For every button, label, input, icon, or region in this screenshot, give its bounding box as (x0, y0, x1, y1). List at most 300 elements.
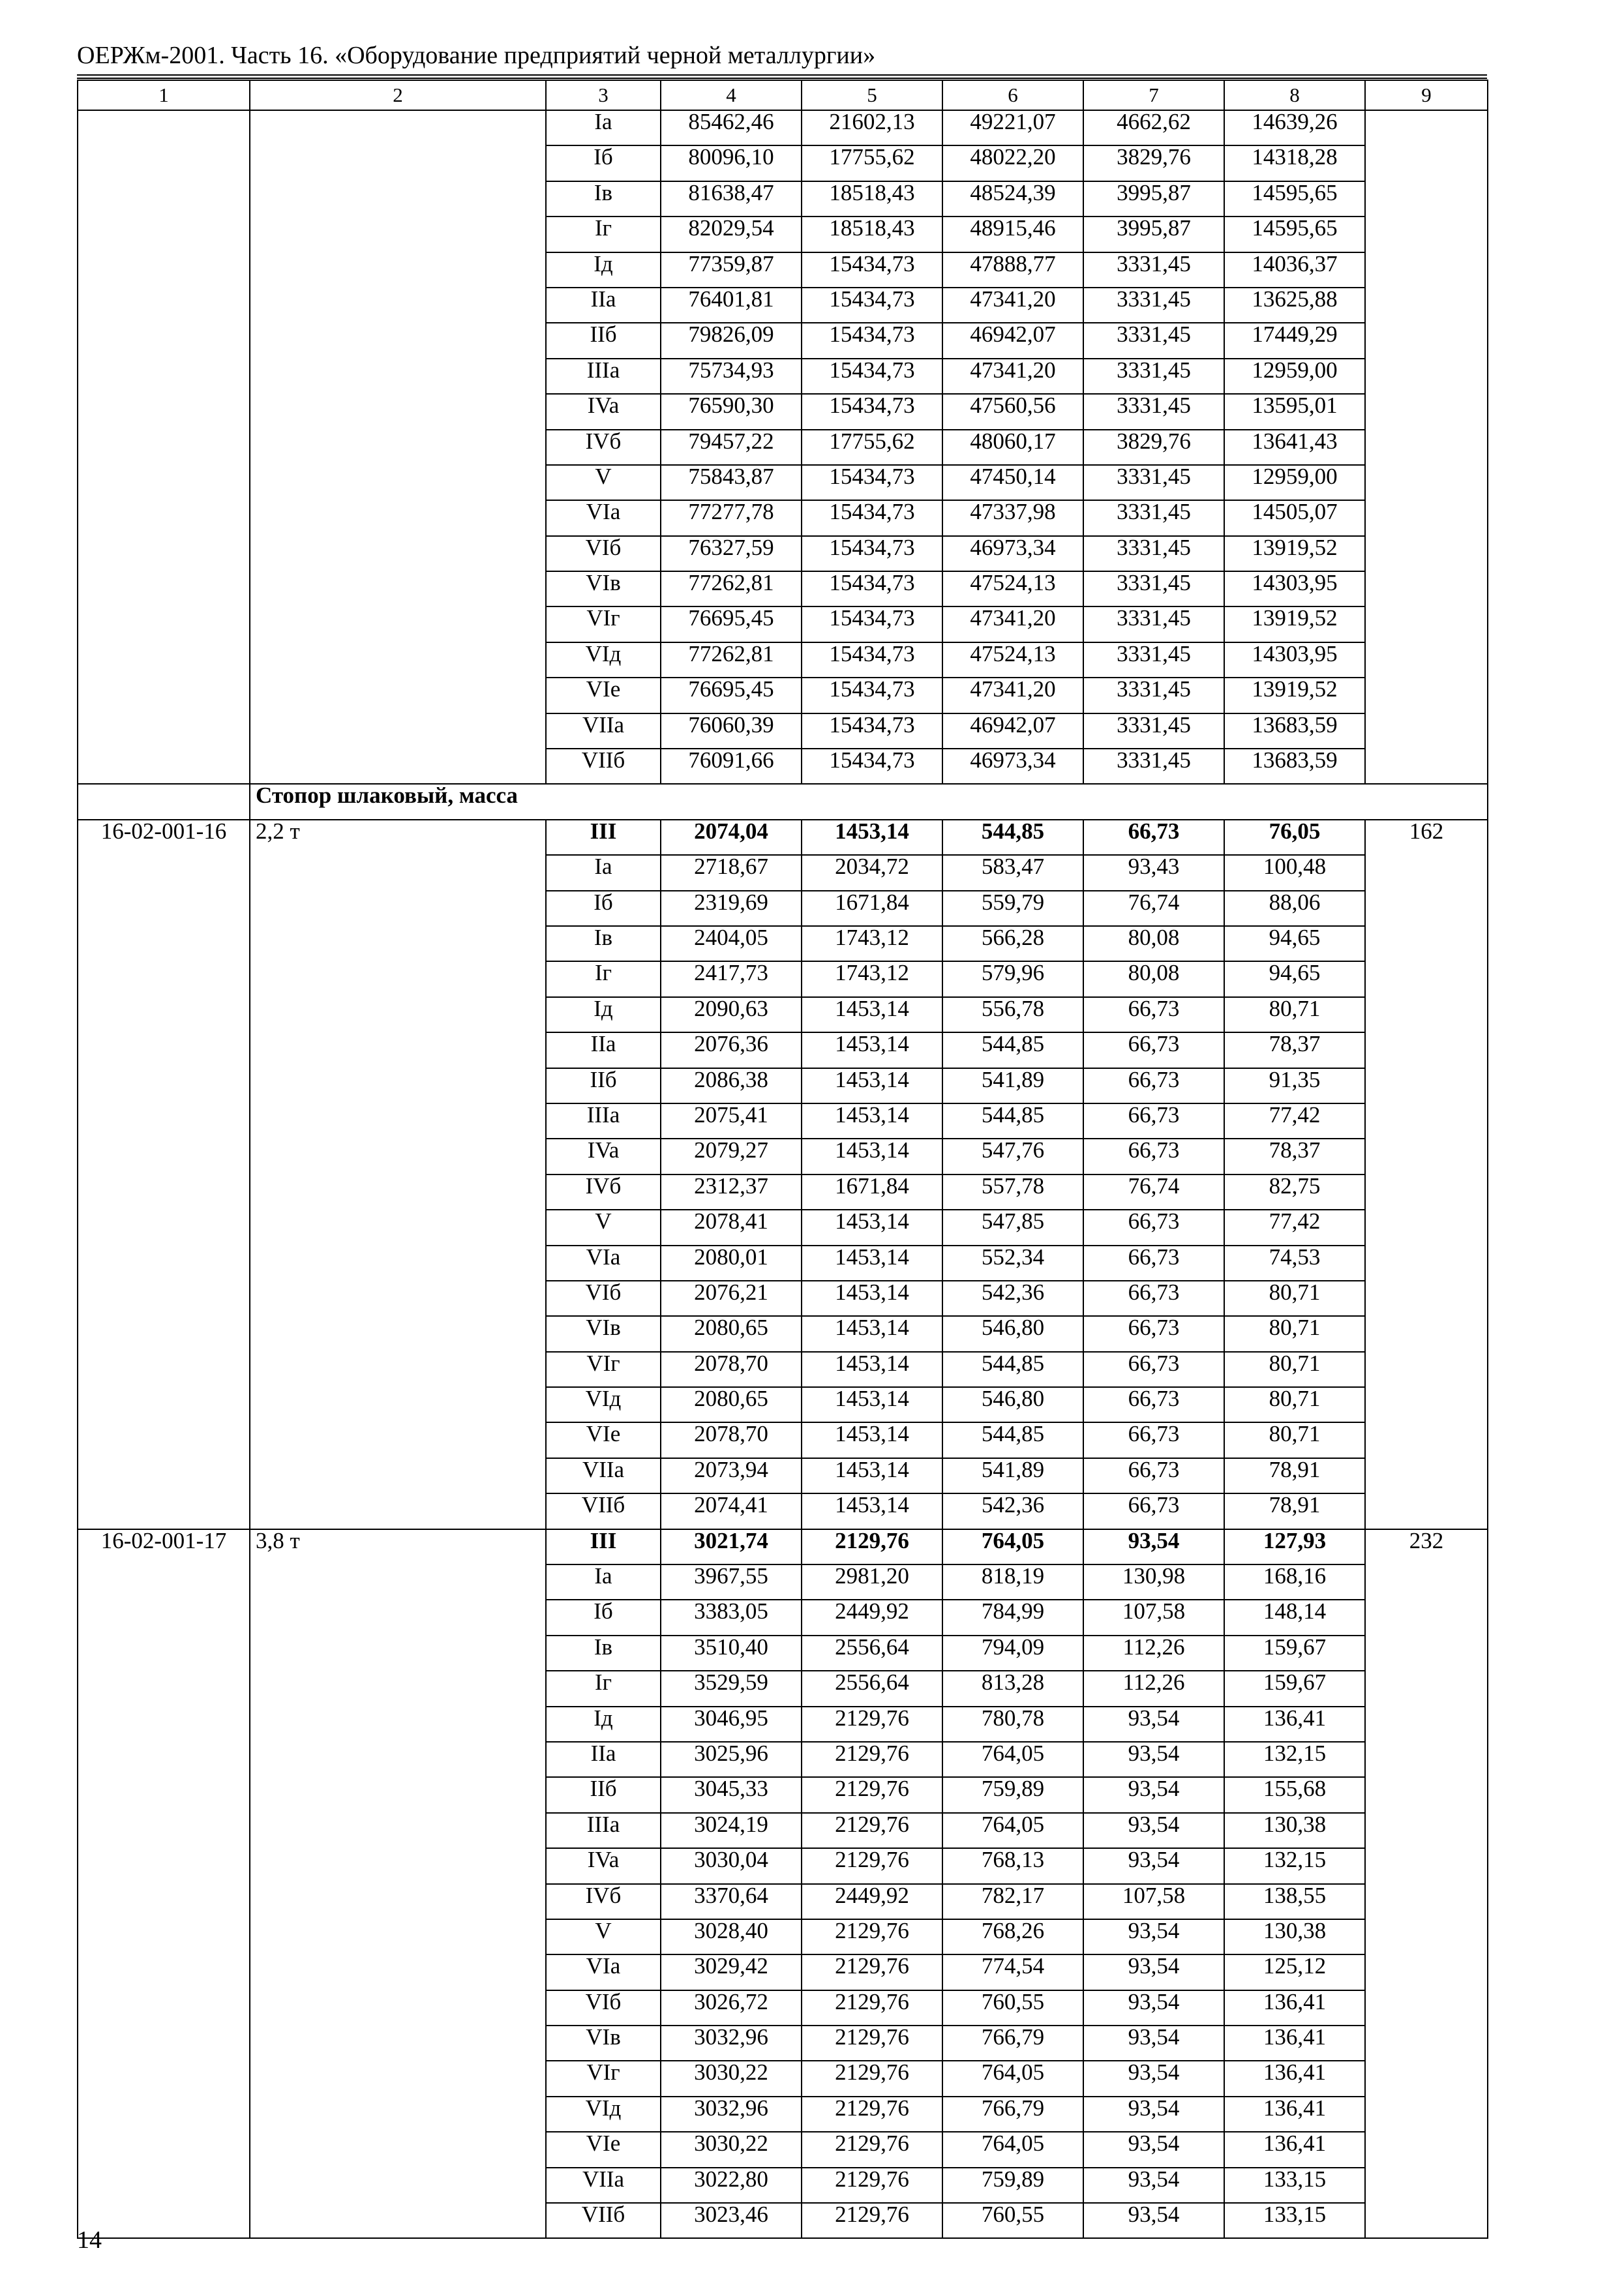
materials-cell: 130,38 (1224, 1919, 1365, 1954)
region-cell: VIa (546, 1954, 661, 1990)
region-cell: VIIa (546, 1458, 661, 1493)
machines-cell: 541,89 (942, 1458, 1083, 1493)
direct-cost-cell: 80096,10 (661, 145, 802, 181)
operator-wages-cell: 93,54 (1083, 2132, 1224, 2167)
region-cell: VIг (546, 606, 661, 642)
operator-wages-cell: 3829,76 (1083, 145, 1224, 181)
wages-cell: 21602,13 (802, 110, 942, 145)
region-cell: V (546, 1210, 661, 1245)
direct-cost-cell: 2080,65 (661, 1387, 802, 1422)
materials-cell: 80,71 (1224, 1352, 1365, 1387)
machines-cell: 760,55 (942, 2203, 1083, 2238)
wages-cell: 1743,12 (802, 961, 942, 996)
direct-cost-cell: 2074,41 (661, 1493, 802, 1529)
direct-cost-cell: 3045,33 (661, 1777, 802, 1812)
operator-wages-cell: 3331,45 (1083, 500, 1224, 535)
direct-cost-cell: 3030,04 (661, 1848, 802, 1883)
direct-cost-cell: 3030,22 (661, 2061, 802, 2096)
direct-cost-cell: 3032,96 (661, 2097, 802, 2132)
wages-cell: 1453,14 (802, 1387, 942, 1422)
materials-cell: 13683,59 (1224, 749, 1365, 784)
materials-cell: 14036,37 (1224, 252, 1365, 288)
region-cell: VIб (546, 1990, 661, 2026)
machines-cell: 541,89 (942, 1068, 1083, 1103)
direct-cost-cell: 2404,05 (661, 926, 802, 961)
operator-wages-cell: 3995,87 (1083, 217, 1224, 252)
item-weight: 162 (1365, 820, 1488, 1529)
machines-cell: 764,05 (942, 2132, 1083, 2167)
wages-cell: 2129,76 (802, 1742, 942, 1777)
direct-cost-cell: 79457,22 (661, 430, 802, 465)
wages-cell: 15434,73 (802, 571, 942, 606)
wages-cell: 1453,14 (802, 1281, 942, 1316)
direct-cost-cell: 3383,05 (661, 1600, 802, 1635)
table-row (78, 1529, 1488, 1564)
wages-cell: 15434,73 (802, 678, 942, 713)
wages-cell: 2129,76 (802, 1707, 942, 1742)
direct-cost-cell: 3030,22 (661, 2132, 802, 2167)
region-cell: IVa (546, 1139, 661, 1174)
section-title-row (78, 784, 1488, 819)
region-cell: V (546, 1919, 661, 1954)
direct-cost-cell: 2086,38 (661, 1068, 802, 1103)
machines-cell: 47524,13 (942, 571, 1083, 606)
machines-cell: 46942,07 (942, 713, 1083, 749)
materials-cell: 14595,65 (1224, 217, 1365, 252)
region-cell: IIб (546, 1068, 661, 1103)
materials-cell: 13641,43 (1224, 430, 1365, 465)
operator-wages-cell: 3331,45 (1083, 678, 1224, 713)
materials-cell: 82,75 (1224, 1174, 1365, 1210)
machines-cell: 784,99 (942, 1600, 1083, 1635)
materials-cell: 94,65 (1224, 926, 1365, 961)
section-title: Стопор шлаковый, масса (250, 784, 1488, 819)
region-cell: Ia (546, 1564, 661, 1600)
operator-wages-cell: 112,26 (1083, 1636, 1224, 1671)
column-number: 9 (1365, 80, 1488, 110)
operator-wages-cell: 66,73 (1083, 997, 1224, 1032)
machines-cell: 780,78 (942, 1707, 1083, 1742)
machines-cell: 546,80 (942, 1387, 1083, 1422)
region-cell: VIг (546, 2061, 661, 2096)
column-number: 6 (942, 80, 1083, 110)
materials-cell: 80,71 (1224, 997, 1365, 1032)
operator-wages-cell: 93,54 (1083, 1742, 1224, 1777)
operator-wages-cell: 66,73 (1083, 1458, 1224, 1493)
machines-cell: 544,85 (942, 1032, 1083, 1068)
machines-cell: 542,36 (942, 1281, 1083, 1316)
operator-wages-cell: 93,54 (1083, 2097, 1224, 2132)
operator-wages-cell: 66,73 (1083, 1387, 1224, 1422)
machines-cell: 764,05 (942, 1742, 1083, 1777)
region-cell: Iд (546, 997, 661, 1032)
materials-cell: 127,93 (1224, 1529, 1365, 1564)
materials-cell: 80,71 (1224, 1281, 1365, 1316)
direct-cost-cell: 79826,09 (661, 323, 802, 358)
direct-cost-cell: 75843,87 (661, 465, 802, 500)
region-cell: Iв (546, 1636, 661, 1671)
region-cell: IIб (546, 1777, 661, 1812)
operator-wages-cell: 80,08 (1083, 926, 1224, 961)
direct-cost-cell: 3028,40 (661, 1919, 802, 1954)
direct-cost-cell: 85462,46 (661, 110, 802, 145)
document-header: ОЕРЖм-2001. Часть 16. «Оборудование предприятий черной металлургии» (77, 42, 876, 69)
column-number: 8 (1224, 80, 1365, 110)
machines-cell: 764,05 (942, 1813, 1083, 1848)
materials-cell: 13919,52 (1224, 678, 1365, 713)
item-name: 2,2 т (250, 820, 546, 1529)
operator-wages-cell: 3331,45 (1083, 536, 1224, 571)
materials-cell: 132,15 (1224, 1742, 1365, 1777)
header-rule (77, 74, 1487, 79)
machines-cell: 764,05 (942, 2061, 1083, 2096)
machines-cell: 544,85 (942, 820, 1083, 855)
direct-cost-cell: 2076,21 (661, 1281, 802, 1316)
machines-cell: 774,54 (942, 1954, 1083, 1990)
materials-cell: 136,41 (1224, 1990, 1365, 2026)
operator-wages-cell: 3331,45 (1083, 323, 1224, 358)
machines-cell: 768,13 (942, 1848, 1083, 1883)
machines-cell: 556,78 (942, 997, 1083, 1032)
materials-cell: 133,15 (1224, 2203, 1365, 2238)
operator-wages-cell: 66,73 (1083, 1068, 1224, 1103)
wages-cell: 17755,62 (802, 145, 942, 181)
materials-cell: 80,71 (1224, 1316, 1365, 1351)
region-cell: V (546, 465, 661, 500)
operator-wages-cell: 112,26 (1083, 1671, 1224, 1706)
wages-cell: 1453,14 (802, 1103, 942, 1139)
wages-cell: 2129,76 (802, 2026, 942, 2061)
machines-cell: 579,96 (942, 961, 1083, 996)
operator-wages-cell: 93,54 (1083, 1813, 1224, 1848)
wages-cell: 15434,73 (802, 288, 942, 323)
column-number: 1 (78, 80, 250, 110)
machines-cell: 759,89 (942, 2168, 1083, 2203)
region-cell: VIг (546, 1352, 661, 1387)
materials-cell: 13919,52 (1224, 606, 1365, 642)
wages-cell: 1453,14 (802, 1246, 942, 1281)
region-cell: VIIб (546, 1493, 661, 1529)
wages-cell: 2556,64 (802, 1636, 942, 1671)
machines-cell: 547,85 (942, 1210, 1083, 1245)
direct-cost-cell: 2075,41 (661, 1103, 802, 1139)
direct-cost-cell: 2078,41 (661, 1210, 802, 1245)
table-body (78, 80, 1488, 2238)
table-row (78, 820, 1488, 855)
direct-cost-cell: 76695,45 (661, 678, 802, 713)
operator-wages-cell: 130,98 (1083, 1564, 1224, 1600)
wages-cell: 1671,84 (802, 891, 942, 926)
direct-cost-cell: 3021,74 (661, 1529, 802, 1564)
materials-cell: 76,05 (1224, 820, 1365, 855)
direct-cost-cell: 2417,73 (661, 961, 802, 996)
materials-cell: 133,15 (1224, 2168, 1365, 2203)
region-cell: VIe (546, 1422, 661, 1458)
operator-wages-cell: 93,54 (1083, 1990, 1224, 2026)
materials-cell: 100,48 (1224, 855, 1365, 890)
operator-wages-cell: 3331,45 (1083, 642, 1224, 678)
code-cell-empty (78, 110, 250, 784)
wages-cell: 2129,76 (802, 2203, 942, 2238)
region-cell: VIIб (546, 2203, 661, 2238)
operator-wages-cell: 66,73 (1083, 1352, 1224, 1387)
operator-wages-cell: 93,54 (1083, 1777, 1224, 1812)
direct-cost-cell: 3024,19 (661, 1813, 802, 1848)
region-cell: Iд (546, 252, 661, 288)
direct-cost-cell: 77262,81 (661, 571, 802, 606)
wages-cell: 2129,76 (802, 1919, 942, 1954)
materials-cell: 13683,59 (1224, 713, 1365, 749)
materials-cell: 78,37 (1224, 1139, 1365, 1174)
direct-cost-cell: 2080,65 (661, 1316, 802, 1351)
region-cell: IVб (546, 1884, 661, 1919)
wages-cell: 2981,20 (802, 1564, 942, 1600)
machines-cell: 47341,20 (942, 288, 1083, 323)
machines-cell: 46973,34 (942, 536, 1083, 571)
direct-cost-cell: 2718,67 (661, 855, 802, 890)
region-cell: III (546, 1529, 661, 1564)
wages-cell: 1453,14 (802, 1422, 942, 1458)
region-cell: Ia (546, 110, 661, 145)
materials-cell: 91,35 (1224, 1068, 1365, 1103)
wages-cell: 1453,14 (802, 1493, 942, 1529)
operator-wages-cell: 66,73 (1083, 1281, 1224, 1316)
region-cell: IIIa (546, 359, 661, 394)
operator-wages-cell: 66,73 (1083, 1493, 1224, 1529)
direct-cost-cell: 76060,39 (661, 713, 802, 749)
region-cell: IVa (546, 1848, 661, 1883)
wages-cell: 15434,73 (802, 749, 942, 784)
region-cell: VIд (546, 1387, 661, 1422)
materials-cell: 159,67 (1224, 1671, 1365, 1706)
region-cell: VIIб (546, 749, 661, 784)
wages-cell: 2129,76 (802, 2097, 942, 2132)
wages-cell: 15434,73 (802, 606, 942, 642)
region-cell: VIб (546, 536, 661, 571)
machines-cell: 552,34 (942, 1246, 1083, 1281)
machines-cell: 546,80 (942, 1316, 1083, 1351)
wages-cell: 1453,14 (802, 997, 942, 1032)
machines-cell: 47450,14 (942, 465, 1083, 500)
region-cell: Iв (546, 926, 661, 961)
direct-cost-cell: 3022,80 (661, 2168, 802, 2203)
materials-cell: 148,14 (1224, 1600, 1365, 1635)
column-number: 4 (661, 80, 802, 110)
materials-cell: 80,71 (1224, 1387, 1365, 1422)
operator-wages-cell: 66,73 (1083, 1210, 1224, 1245)
operator-wages-cell: 107,58 (1083, 1884, 1224, 1919)
item-weight: 232 (1365, 1529, 1488, 2239)
direct-cost-cell: 2080,01 (661, 1246, 802, 1281)
wages-cell: 2129,76 (802, 1813, 942, 1848)
materials-cell: 136,41 (1224, 2026, 1365, 2061)
materials-cell: 130,38 (1224, 1813, 1365, 1848)
weight-cell-empty (1365, 110, 1488, 784)
wages-cell: 15434,73 (802, 323, 942, 358)
machines-cell: 48060,17 (942, 430, 1083, 465)
machines-cell: 566,28 (942, 926, 1083, 961)
direct-cost-cell: 3023,46 (661, 2203, 802, 2238)
direct-cost-cell: 3025,96 (661, 1742, 802, 1777)
materials-cell: 77,42 (1224, 1103, 1365, 1139)
materials-cell: 14303,95 (1224, 571, 1365, 606)
operator-wages-cell: 3331,45 (1083, 359, 1224, 394)
operator-wages-cell: 93,54 (1083, 1954, 1224, 1990)
region-cell: Iб (546, 145, 661, 181)
operator-wages-cell: 3331,45 (1083, 713, 1224, 749)
machines-cell: 547,76 (942, 1139, 1083, 1174)
wages-cell: 17755,62 (802, 430, 942, 465)
materials-cell: 13595,01 (1224, 394, 1365, 429)
region-cell: VIв (546, 571, 661, 606)
region-cell: IIa (546, 1032, 661, 1068)
materials-cell: 80,71 (1224, 1422, 1365, 1458)
region-cell: IVб (546, 1174, 661, 1210)
name-cell-empty (250, 110, 546, 784)
direct-cost-cell: 81638,47 (661, 181, 802, 217)
materials-cell: 136,41 (1224, 1707, 1365, 1742)
direct-cost-cell: 77277,78 (661, 500, 802, 535)
item-code: 16-02-001-17 (78, 1529, 250, 2239)
machines-cell: 46942,07 (942, 323, 1083, 358)
machines-cell: 818,19 (942, 1564, 1083, 1600)
direct-cost-cell: 82029,54 (661, 217, 802, 252)
direct-cost-cell: 3026,72 (661, 1990, 802, 2026)
machines-cell: 542,36 (942, 1493, 1083, 1529)
operator-wages-cell: 3331,45 (1083, 749, 1224, 784)
wages-cell: 2129,76 (802, 2168, 942, 2203)
wages-cell: 1453,14 (802, 1458, 942, 1493)
wages-cell: 15434,73 (802, 642, 942, 678)
machines-cell: 766,79 (942, 2026, 1083, 2061)
machines-cell: 766,79 (942, 2097, 1083, 2132)
direct-cost-cell: 76695,45 (661, 606, 802, 642)
materials-cell: 14318,28 (1224, 145, 1365, 181)
operator-wages-cell: 93,54 (1083, 1848, 1224, 1883)
machines-cell: 47341,20 (942, 606, 1083, 642)
machines-cell: 544,85 (942, 1103, 1083, 1139)
operator-wages-cell: 3331,45 (1083, 394, 1224, 429)
operator-wages-cell: 93,54 (1083, 2026, 1224, 2061)
section-code-empty (78, 784, 250, 819)
region-cell: VIe (546, 678, 661, 713)
region-cell: VIa (546, 500, 661, 535)
operator-wages-cell: 93,54 (1083, 1529, 1224, 1564)
wages-cell: 1453,14 (802, 1210, 942, 1245)
operator-wages-cell: 93,54 (1083, 2203, 1224, 2238)
machines-cell: 559,79 (942, 891, 1083, 926)
machines-cell: 557,78 (942, 1174, 1083, 1210)
wages-cell: 1671,84 (802, 1174, 942, 1210)
machines-cell: 47341,20 (942, 359, 1083, 394)
machines-cell: 760,55 (942, 1990, 1083, 2026)
column-number: 7 (1083, 80, 1224, 110)
column-number: 2 (250, 80, 546, 110)
materials-cell: 12959,00 (1224, 465, 1365, 500)
direct-cost-cell: 3029,42 (661, 1954, 802, 1990)
operator-wages-cell: 93,54 (1083, 2061, 1224, 2096)
region-cell: VIe (546, 2132, 661, 2167)
direct-cost-cell: 3370,64 (661, 1884, 802, 1919)
materials-cell: 136,41 (1224, 2097, 1365, 2132)
wages-cell: 2556,64 (802, 1671, 942, 1706)
column-number: 3 (546, 80, 661, 110)
operator-wages-cell: 107,58 (1083, 1600, 1224, 1635)
operator-wages-cell: 66,73 (1083, 1103, 1224, 1139)
operator-wages-cell: 76,74 (1083, 891, 1224, 926)
item-name: 3,8 т (250, 1529, 546, 2239)
region-cell: Iд (546, 1707, 661, 1742)
machines-cell: 47524,13 (942, 642, 1083, 678)
region-cell: VIa (546, 1246, 661, 1281)
region-cell: Iб (546, 891, 661, 926)
operator-wages-cell: 93,54 (1083, 1919, 1224, 1954)
wages-cell: 15434,73 (802, 465, 942, 500)
operator-wages-cell: 3331,45 (1083, 288, 1224, 323)
machines-cell: 47341,20 (942, 678, 1083, 713)
direct-cost-cell: 2312,37 (661, 1174, 802, 1210)
materials-cell: 13919,52 (1224, 536, 1365, 571)
operator-wages-cell: 66,73 (1083, 1246, 1224, 1281)
region-cell: IVa (546, 394, 661, 429)
machines-cell: 48915,46 (942, 217, 1083, 252)
direct-cost-cell: 2079,27 (661, 1139, 802, 1174)
region-cell: IIIa (546, 1103, 661, 1139)
operator-wages-cell: 93,43 (1083, 855, 1224, 890)
machines-cell: 47888,77 (942, 252, 1083, 288)
materials-cell: 14505,07 (1224, 500, 1365, 535)
region-cell: III (546, 820, 661, 855)
direct-cost-cell: 2319,69 (661, 891, 802, 926)
operator-wages-cell: 93,54 (1083, 1707, 1224, 1742)
region-cell: IIa (546, 288, 661, 323)
operator-wages-cell: 66,73 (1083, 820, 1224, 855)
machines-cell: 47337,98 (942, 500, 1083, 535)
operator-wages-cell: 66,73 (1083, 1316, 1224, 1351)
machines-cell: 583,47 (942, 855, 1083, 890)
region-cell: IIIa (546, 1813, 661, 1848)
wages-cell: 2129,76 (802, 1777, 942, 1812)
direct-cost-cell: 3510,40 (661, 1636, 802, 1671)
direct-cost-cell: 77359,87 (661, 252, 802, 288)
machines-cell: 782,17 (942, 1884, 1083, 1919)
wages-cell: 2129,76 (802, 1529, 942, 1564)
machines-cell: 49221,07 (942, 110, 1083, 145)
operator-wages-cell: 3995,87 (1083, 181, 1224, 217)
direct-cost-cell: 2090,63 (661, 997, 802, 1032)
wages-cell: 1453,14 (802, 1352, 942, 1387)
machines-cell: 813,28 (942, 1671, 1083, 1706)
wages-cell: 15434,73 (802, 394, 942, 429)
direct-cost-cell: 77262,81 (661, 642, 802, 678)
region-cell: VIд (546, 642, 661, 678)
wages-cell: 1453,14 (802, 1139, 942, 1174)
wages-cell: 2034,72 (802, 855, 942, 890)
wages-cell: 2129,76 (802, 1954, 942, 1990)
materials-cell: 159,67 (1224, 1636, 1365, 1671)
machines-cell: 544,85 (942, 1352, 1083, 1387)
direct-cost-cell: 3032,96 (661, 2026, 802, 2061)
machines-cell: 46973,34 (942, 749, 1083, 784)
wages-cell: 15434,73 (802, 500, 942, 535)
region-cell: Iг (546, 217, 661, 252)
wages-cell: 15434,73 (802, 713, 942, 749)
machines-cell: 47560,56 (942, 394, 1083, 429)
operator-wages-cell: 3331,45 (1083, 571, 1224, 606)
machines-cell: 768,26 (942, 1919, 1083, 1954)
direct-cost-cell: 76590,30 (661, 394, 802, 429)
item-code: 16-02-001-16 (78, 820, 250, 1529)
